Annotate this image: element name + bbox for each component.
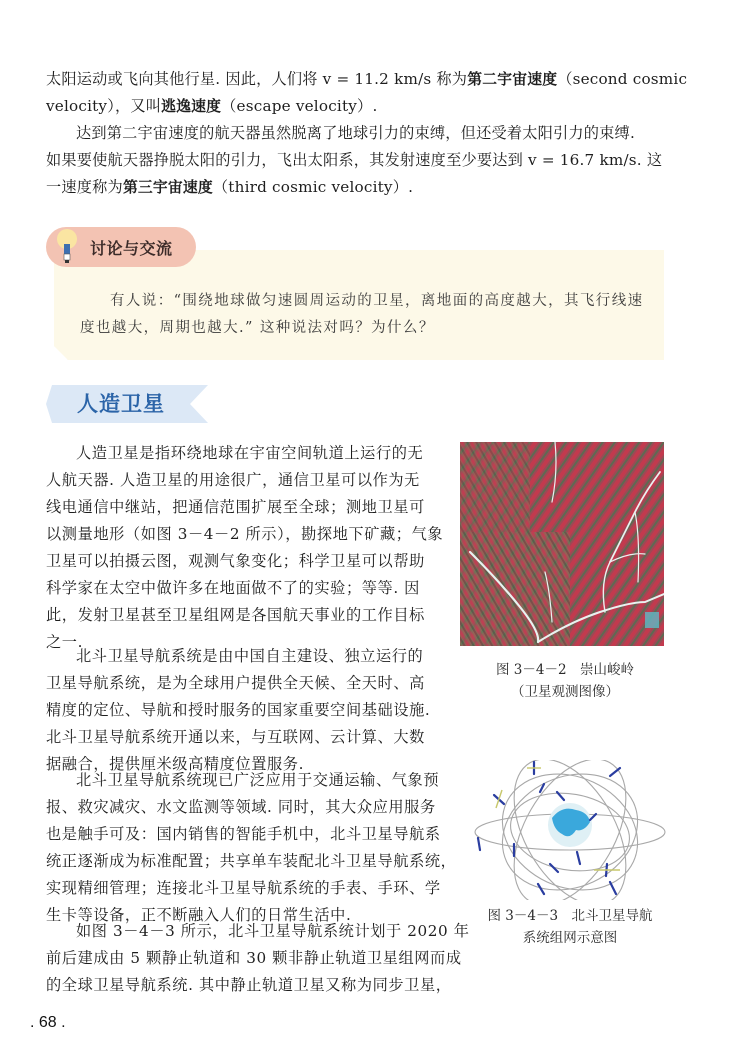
discussion-line: 度也越大，周期也越大.” 这种说法对吗？为什么？ (80, 320, 435, 336)
paragraph-satellites (46, 440, 444, 656)
intro-paragraph-1 (46, 66, 688, 120)
paragraph-beidou-applications (46, 767, 457, 929)
text: 太阳运动或飞向其他行星. 因此，人们将 v = 11.2 km/s 称为 (46, 70, 468, 88)
term-escape-velocity: 逃逸速度 (161, 98, 222, 115)
body-line: 实现精细管理；连接北斗卫星导航系统的手表、手环、学 (46, 879, 441, 897)
beidou-constellation-diagram (472, 760, 668, 900)
intro-line: 如果要使航天器挣脱太阳的引力，飞出太阳系，其发射速度至少要达到 v = 16.7 km/s. 这 (46, 151, 663, 169)
body-line: 北斗卫星导航系统现已广泛应用于交通运输、气象预 (76, 771, 440, 789)
caption-line: （卫星观测图像） (511, 684, 619, 700)
body-line: 精度的定位、导航和授时服务的国家重要空间基础设施. (46, 701, 431, 719)
body-line: 据融合，提供厘米级高精度位置服务. (46, 755, 305, 773)
body-line: 北斗卫星导航系统开通以来，与互联网、云计算、大数 (46, 728, 425, 746)
discussion-line: 有人说：“围绕地球做匀速圆周运动的卫星，离地面的高度越大，其飞行线速 (110, 293, 644, 309)
caption-line: 系统组网示意图 (522, 930, 618, 946)
figure-caption (470, 905, 670, 949)
text: （escape velocity）. (221, 97, 378, 115)
satellite-terrain-image (460, 442, 664, 646)
lightbulb-icon (52, 226, 82, 266)
paragraph-beidou-intro (46, 643, 440, 778)
paragraph-beidou-plan (46, 918, 470, 999)
intro-line (46, 66, 688, 93)
intro-paragraph-2 (46, 120, 672, 201)
body-line: 如图 3－4－3 所示，北斗卫星导航系统计划于 2020 年 (76, 922, 470, 940)
page-number: . 68 . (30, 1014, 66, 1031)
body-line: 前后建成由 5 颗静止轨道和 30 颗非静止轨道卫星组网而成 (46, 949, 462, 967)
intro-line (46, 93, 672, 120)
body-line: 人造卫星是指环绕地球在宇宙空间轨道上运行的无 (76, 444, 424, 462)
caption-line: 图 3－4－2 崇山峻岭 (495, 662, 635, 678)
discussion-question (80, 288, 650, 342)
body-line: 生卡等设备，正不断融入人们的日常生活中. (46, 906, 352, 924)
body-line: 也是触手可及：国内销售的智能手机中，北斗卫星导航系 (46, 825, 441, 843)
body-line: 北斗卫星导航系统是由中国自主建设、独立运行的 (76, 647, 424, 665)
body-line: 卫星导航系统，是为全球用户提供全天候、全天时、高 (46, 674, 425, 692)
intro-line: 达到第二宇宙速度的航天器虽然脱离了地球引力的束缚，但还受着太阳引力的束缚. (76, 124, 635, 142)
body-line: 科学家在太空中做许多在地面做不了的实验；等等. 因 (46, 579, 420, 597)
body-line: 卫星可以拍摄云图，观测气象变化；科学卫星可以帮助 (46, 552, 425, 570)
body-line: 报、救灾减灾、水文监测等领域. 同时，其大众应用服务 (46, 798, 436, 816)
text: 一速度称为 (46, 178, 123, 196)
body-line: 统正逐渐成为标准配置；共享单车装配北斗卫星导航系统， (46, 852, 457, 870)
caption-line: 图 3－4－3 北斗卫星导航 (487, 908, 653, 924)
figure-caption (470, 659, 660, 703)
body-line: 人航天器. 人造卫星的用途很广，通信卫星可以作为无 (46, 471, 420, 489)
term-second-cosmic-velocity: 第二宇宙速度 (467, 71, 558, 88)
section-title: 人造卫星 (77, 392, 165, 416)
body-line: 以测量地形（如图 3－4－2 所示），勘探地下矿藏；气象 (46, 525, 444, 543)
discussion-title: 讨论与交流 (90, 239, 173, 258)
body-line: 的全球卫星导航系统. 其中静止轨道卫星又称为同步卫星， (46, 976, 452, 994)
text: （second cosmic (557, 70, 688, 88)
body-line: 之一. (46, 633, 84, 651)
text: velocity），又叫 (46, 97, 162, 115)
body-line: 此，发射卫星甚至卫星组网是各国航天事业的工作目标 (46, 606, 425, 624)
intro-line (46, 174, 672, 201)
body-line: 线电通信中继站，把通信范围扩展至全球；测地卫星可 (46, 498, 425, 516)
text: （third cosmic velocity）. (212, 178, 414, 196)
term-third-cosmic-velocity: 第三宇宙速度 (122, 179, 213, 196)
